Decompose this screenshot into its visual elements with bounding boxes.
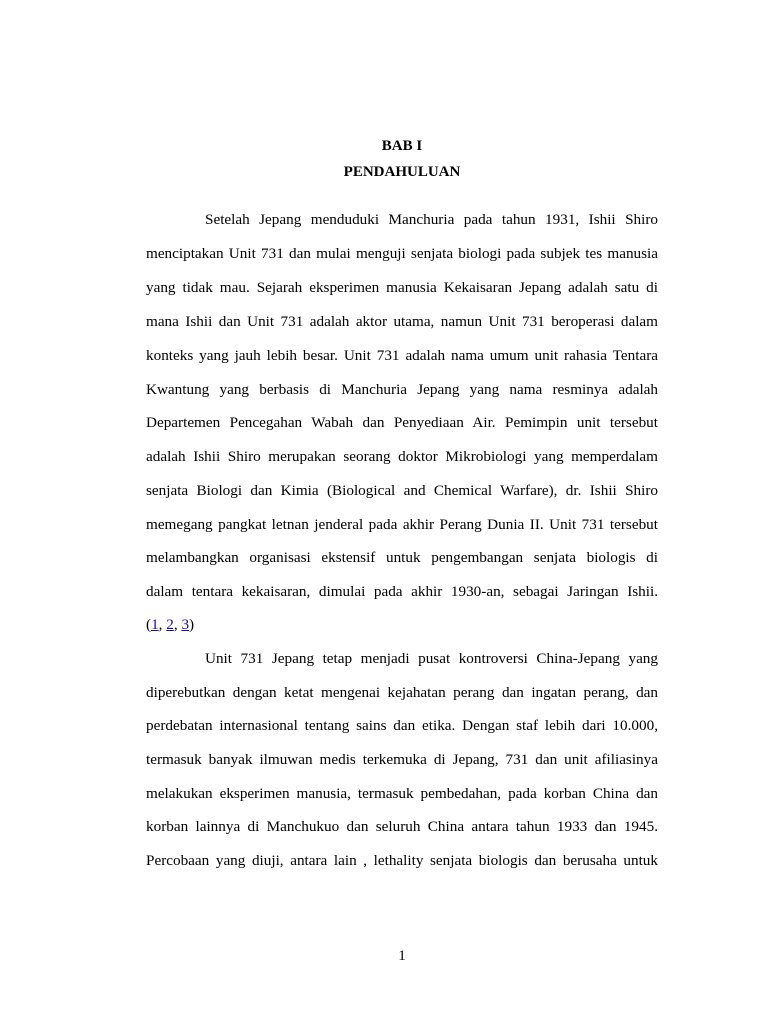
paragraph-line: dalam tentara kekaisaran, dimulai pada akhir 1930-an, sebagai Jaringan Ishii. <box>146 583 658 600</box>
citation-separator: , <box>158 616 167 633</box>
paragraph-line: diperebutkan dengan ketat mengenai kejahatan perang dan ingatan perang, dan <box>146 684 658 701</box>
paragraph-line: perdebatan internasional tentang sains dan etika. Dengan staf lebih dari 10.000, <box>146 717 658 734</box>
citation-close: ) <box>189 616 195 633</box>
chapter-label: BAB I <box>381 138 423 154</box>
paragraph-line: Kwantung yang berbasis di Manchuria Jepang yang nama resminya adalah <box>146 381 658 398</box>
paragraph-line: memegang pangkat letnan jenderal pada akhir Perang Dunia II. Unit 731 tersebut <box>146 516 658 533</box>
paragraph-line: senjata Biologi dan Kimia (Biological and Chemical Warfare), dr. Ishii Shiro <box>146 482 658 499</box>
paragraph-line: Unit 731 Jepang tetap menjadi pusat kontroversi China-Jepang yang <box>205 650 658 667</box>
citation-link-2[interactable]: 2 <box>166 616 174 633</box>
page-number: 1 <box>398 948 406 964</box>
paragraph-line: konteks yang jauh lebih besar. Unit 731 adalah nama umum unit rahasia Tentara <box>146 347 658 364</box>
citation-open: ( <box>146 616 152 633</box>
paragraph-line: Departemen Pencegahan Wabah dan Penyediaan Air. Pemimpin unit tersebut <box>146 414 658 431</box>
citation-link-1[interactable]: 1 <box>151 616 159 633</box>
paragraph-line: Setelah Jepang menduduki Manchuria pada tahun 1931, Ishii Shiro <box>205 211 658 228</box>
citation-separator: , <box>173 616 182 633</box>
paragraph-line: termasuk banyak ilmuwan medis terkemuka di Jepang, 731 dan unit afiliasinya <box>146 751 658 768</box>
paragraph-line: yang tidak mau. Sejarah eksperimen manusia Kekaisaran Jepang adalah satu di <box>146 279 658 296</box>
chapter-title: PENDAHULUAN <box>343 164 461 180</box>
paragraph-line: mana Ishii dan Unit 731 adalah aktor utama, namun Unit 731 beroperasi dalam <box>146 313 658 330</box>
citation-line <box>146 615 658 635</box>
citation-link-3[interactable]: 3 <box>181 616 190 633</box>
paragraph-line: adalah Ishii Shiro merupakan seorang doktor Mikrobiologi yang memperdalam <box>146 448 658 465</box>
paragraph-line: korban lainnya di Manchukuo dan seluruh China antara tahun 1933 dan 1945. <box>146 818 658 835</box>
paragraph-line: menciptakan Unit 731 dan mulai menguji senjata biologi pada subjek tes manusia <box>146 245 658 262</box>
paragraph-line: melambangkan organisasi ekstensif untuk pengembangan senjata biologis di <box>146 549 658 566</box>
paragraph-line: melakukan eksperimen manusia, termasuk pembedahan, pada korban China dan <box>146 785 658 802</box>
paragraph-line: Percobaan yang diuji, antara lain , lethality senjata biologis dan berusaha untuk <box>146 852 658 869</box>
